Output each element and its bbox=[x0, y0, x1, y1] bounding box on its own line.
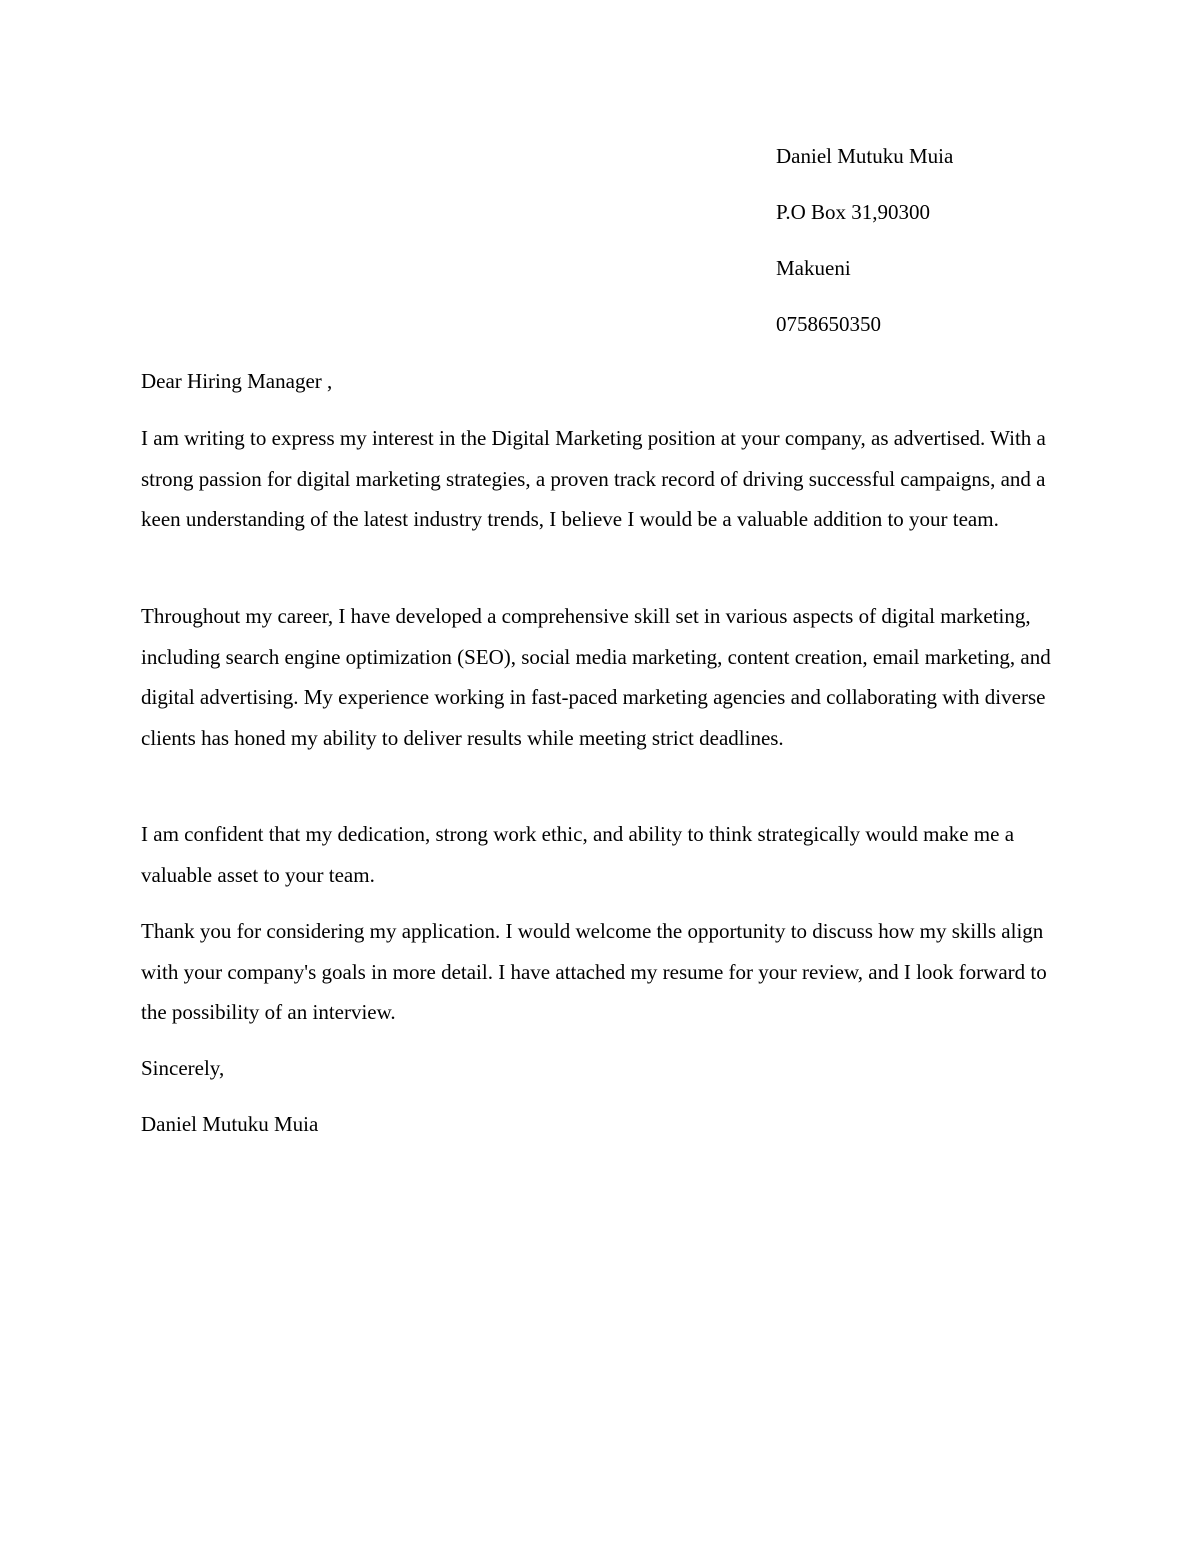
closing: Sincerely, bbox=[141, 1056, 225, 1080]
paragraph-thanks: Thank you for considering my application. I would welcome the opportunity to discuss how my skills align with your company's goals in more detail. I have attached my resume for your review, and I look forward to the possibility of an interview. bbox=[141, 919, 1047, 1024]
sender-phone: 0758650350 bbox=[776, 312, 881, 336]
sender-name: Daniel Mutuku Muia bbox=[776, 144, 954, 168]
paragraph-confidence: I am confident that my dedication, strong work ethic, and ability to think strategically would make me a valuable asset to your team. bbox=[141, 822, 1015, 887]
paragraph-experience: Throughout my career, I have developed a comprehensive skill set in various aspects of digital marketing, including search engine optimization (SEO), social media marketing, content creation, email marketing, and digital advertising. My experience working in fast-paced marketing agencies and collaborating with diverse clients has honed my ability to deliver results while meeting strict deadlines. bbox=[141, 604, 1051, 750]
sender-address-block bbox=[776, 142, 1136, 366]
salutation: Dear Hiring Manager , bbox=[141, 369, 333, 393]
sender-postal-address: P.O Box 31,90300 bbox=[776, 200, 931, 224]
signature-name: Daniel Mutuku Muia bbox=[141, 1112, 319, 1136]
sender-town: Makueni bbox=[776, 256, 851, 280]
paragraph-introduction: I am writing to express my interest in the Digital Marketing position at your company, as advertised. With a strong passion for digital marketing strategies, a proven track record of driving successful campaigns, and a keen understanding of the latest industry trends, I believe I would be a valuable addition to your team. bbox=[141, 426, 1046, 531]
